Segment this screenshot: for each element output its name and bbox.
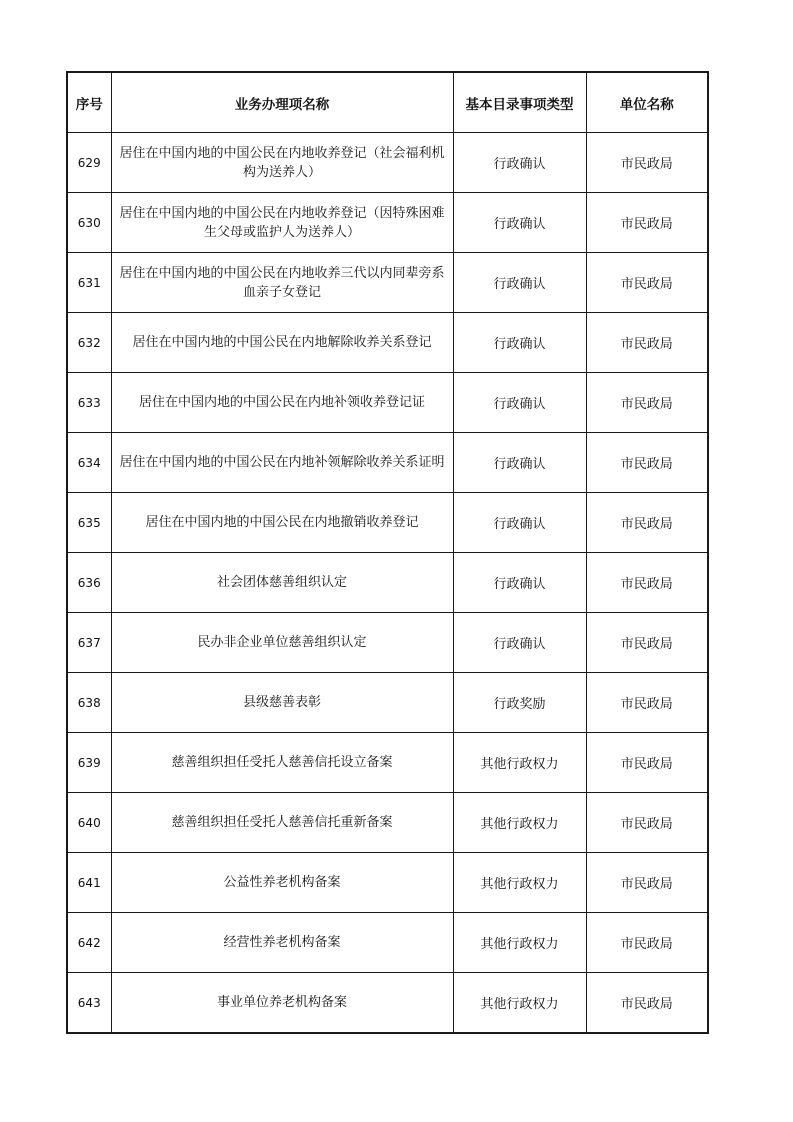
header-seq: 序号	[67, 72, 111, 133]
table-row	[67, 733, 708, 793]
row-seq: 630	[67, 193, 111, 253]
table-row	[67, 433, 708, 493]
row-seq: 637	[67, 613, 111, 673]
row-seq: 629	[67, 133, 111, 193]
row-seq: 632	[67, 313, 111, 373]
row-name: 社会团体慈善组织认定	[111, 553, 453, 613]
row-type: 行政确认	[453, 493, 586, 553]
row-seq: 635	[67, 493, 111, 553]
table-row	[67, 913, 708, 973]
row-seq: 633	[67, 373, 111, 433]
row-unit: 市民政局	[586, 673, 708, 733]
row-unit: 市民政局	[586, 553, 708, 613]
table-row	[67, 853, 708, 913]
row-unit: 市民政局	[586, 193, 708, 253]
row-unit: 市民政局	[586, 613, 708, 673]
row-name: 居住在中国内地的中国公民在内地撤销收养登记	[111, 493, 453, 553]
row-type: 行政确认	[453, 253, 586, 313]
row-type: 其他行政权力	[453, 973, 586, 1034]
row-type: 其他行政权力	[453, 793, 586, 853]
row-seq: 634	[67, 433, 111, 493]
table-row	[67, 613, 708, 673]
row-type: 行政确认	[453, 313, 586, 373]
header-name: 业务办理项名称	[111, 72, 453, 133]
row-seq: 642	[67, 913, 111, 973]
row-seq: 638	[67, 673, 111, 733]
row-name: 居住在中国内地的中国公民在内地收养登记（社会福利机构为送养人）	[111, 133, 453, 193]
row-seq: 636	[67, 553, 111, 613]
row-name: 居住在中国内地的中国公民在内地补领解除收养关系证明	[111, 433, 453, 493]
row-seq: 641	[67, 853, 111, 913]
table-row	[67, 193, 708, 253]
row-unit: 市民政局	[586, 973, 708, 1034]
table-row	[67, 373, 708, 433]
header-row	[67, 72, 708, 133]
row-name: 经营性养老机构备案	[111, 913, 453, 973]
row-name: 县级慈善表彰	[111, 673, 453, 733]
row-name: 居住在中国内地的中国公民在内地解除收养关系登记	[111, 313, 453, 373]
row-name: 居住在中国内地的中国公民在内地收养登记（因特殊困难生父母或监护人为送养人）	[111, 193, 453, 253]
table-row	[67, 793, 708, 853]
row-type: 其他行政权力	[453, 733, 586, 793]
row-type: 其他行政权力	[453, 913, 586, 973]
row-seq: 640	[67, 793, 111, 853]
row-name: 民办非企业单位慈善组织认定	[111, 613, 453, 673]
row-type: 行政奖励	[453, 673, 586, 733]
row-type: 其他行政权力	[453, 853, 586, 913]
table-row	[67, 673, 708, 733]
row-unit: 市民政局	[586, 913, 708, 973]
row-type: 行政确认	[453, 373, 586, 433]
row-unit: 市民政局	[586, 313, 708, 373]
row-type: 行政确认	[453, 433, 586, 493]
row-unit: 市民政局	[586, 733, 708, 793]
table-row	[67, 553, 708, 613]
header-type: 基本目录事项类型	[453, 72, 586, 133]
row-name: 事业单位养老机构备案	[111, 973, 453, 1034]
row-unit: 市民政局	[586, 133, 708, 193]
row-type: 行政确认	[453, 613, 586, 673]
header-unit: 单位名称	[586, 72, 708, 133]
row-name: 公益性养老机构备案	[111, 853, 453, 913]
items-table	[66, 71, 709, 1034]
table-row	[67, 313, 708, 373]
row-name: 居住在中国内地的中国公民在内地收养三代以内同辈旁系血亲子女登记	[111, 253, 453, 313]
row-name: 居住在中国内地的中国公民在内地补领收养登记证	[111, 373, 453, 433]
table-row	[67, 133, 708, 193]
row-unit: 市民政局	[586, 433, 708, 493]
row-unit: 市民政局	[586, 493, 708, 553]
table-row	[67, 973, 708, 1034]
row-name: 慈善组织担任受托人慈善信托设立备案	[111, 733, 453, 793]
row-unit: 市民政局	[586, 373, 708, 433]
table-row	[67, 253, 708, 313]
row-unit: 市民政局	[586, 253, 708, 313]
row-seq: 643	[67, 973, 111, 1034]
row-seq: 639	[67, 733, 111, 793]
row-type: 行政确认	[453, 133, 586, 193]
table-row	[67, 493, 708, 553]
row-name: 慈善组织担任受托人慈善信托重新备案	[111, 793, 453, 853]
row-seq: 631	[67, 253, 111, 313]
row-unit: 市民政局	[586, 793, 708, 853]
row-type: 行政确认	[453, 193, 586, 253]
row-unit: 市民政局	[586, 853, 708, 913]
row-type: 行政确认	[453, 553, 586, 613]
